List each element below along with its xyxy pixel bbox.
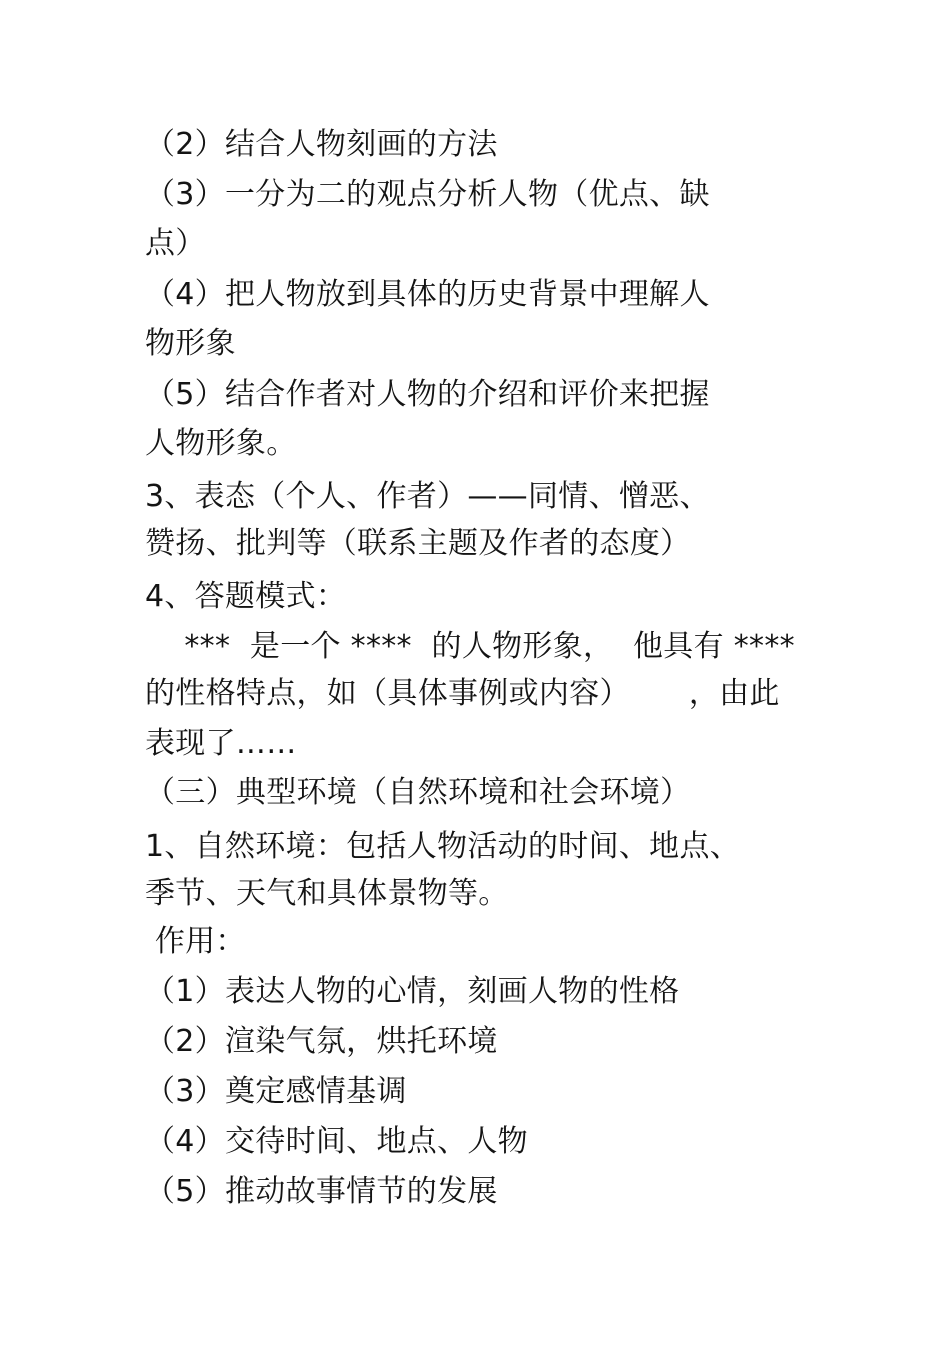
text-line: （三）典型环境（自然环境和社会环境）	[145, 775, 691, 810]
text-line: （4）交待时间、地点、人物	[145, 1124, 528, 1159]
text-line: （4）把人物放到具体的历史背景中理解人	[145, 277, 710, 312]
text-line: *** 是一个 **** 的人物形象， 他具有 ****	[145, 629, 795, 664]
text-line: 赞扬、批判等（联系主题及作者的态度）	[145, 526, 691, 561]
text-line: （2）结合人物刻画的方法	[145, 127, 498, 162]
text-line: 季节、天气和具体景物等。	[145, 876, 509, 911]
text-line: 表现了……	[145, 726, 297, 761]
text-line: （5）推动故事情节的发展	[145, 1174, 498, 1209]
text-line: 3、表态（个人、作者）——同情、憎恶、	[145, 479, 710, 514]
text-line: （3）一分为二的观点分析人物（优点、缺	[145, 177, 710, 212]
text-line: 4、答题模式：	[145, 579, 347, 614]
text-line: 人物形象。	[145, 426, 297, 461]
text-line: （3）奠定感情基调	[145, 1074, 407, 1109]
text-line: 的性格特点，如（具体事例或内容） ，由此	[145, 676, 780, 711]
text-line: （1）表达人物的心情，刻画人物的性格	[145, 974, 680, 1009]
text-line: 1、自然环境：包括人物活动的时间、地点、	[145, 829, 741, 864]
text-line: 点）	[145, 226, 206, 261]
text-line: 作用：	[145, 924, 246, 959]
text-line: （2）渲染气氛，烘托环境	[145, 1024, 498, 1059]
text-line: （5）结合作者对人物的介绍和评价来把握	[145, 377, 710, 412]
text-line: 物形象	[145, 326, 236, 361]
